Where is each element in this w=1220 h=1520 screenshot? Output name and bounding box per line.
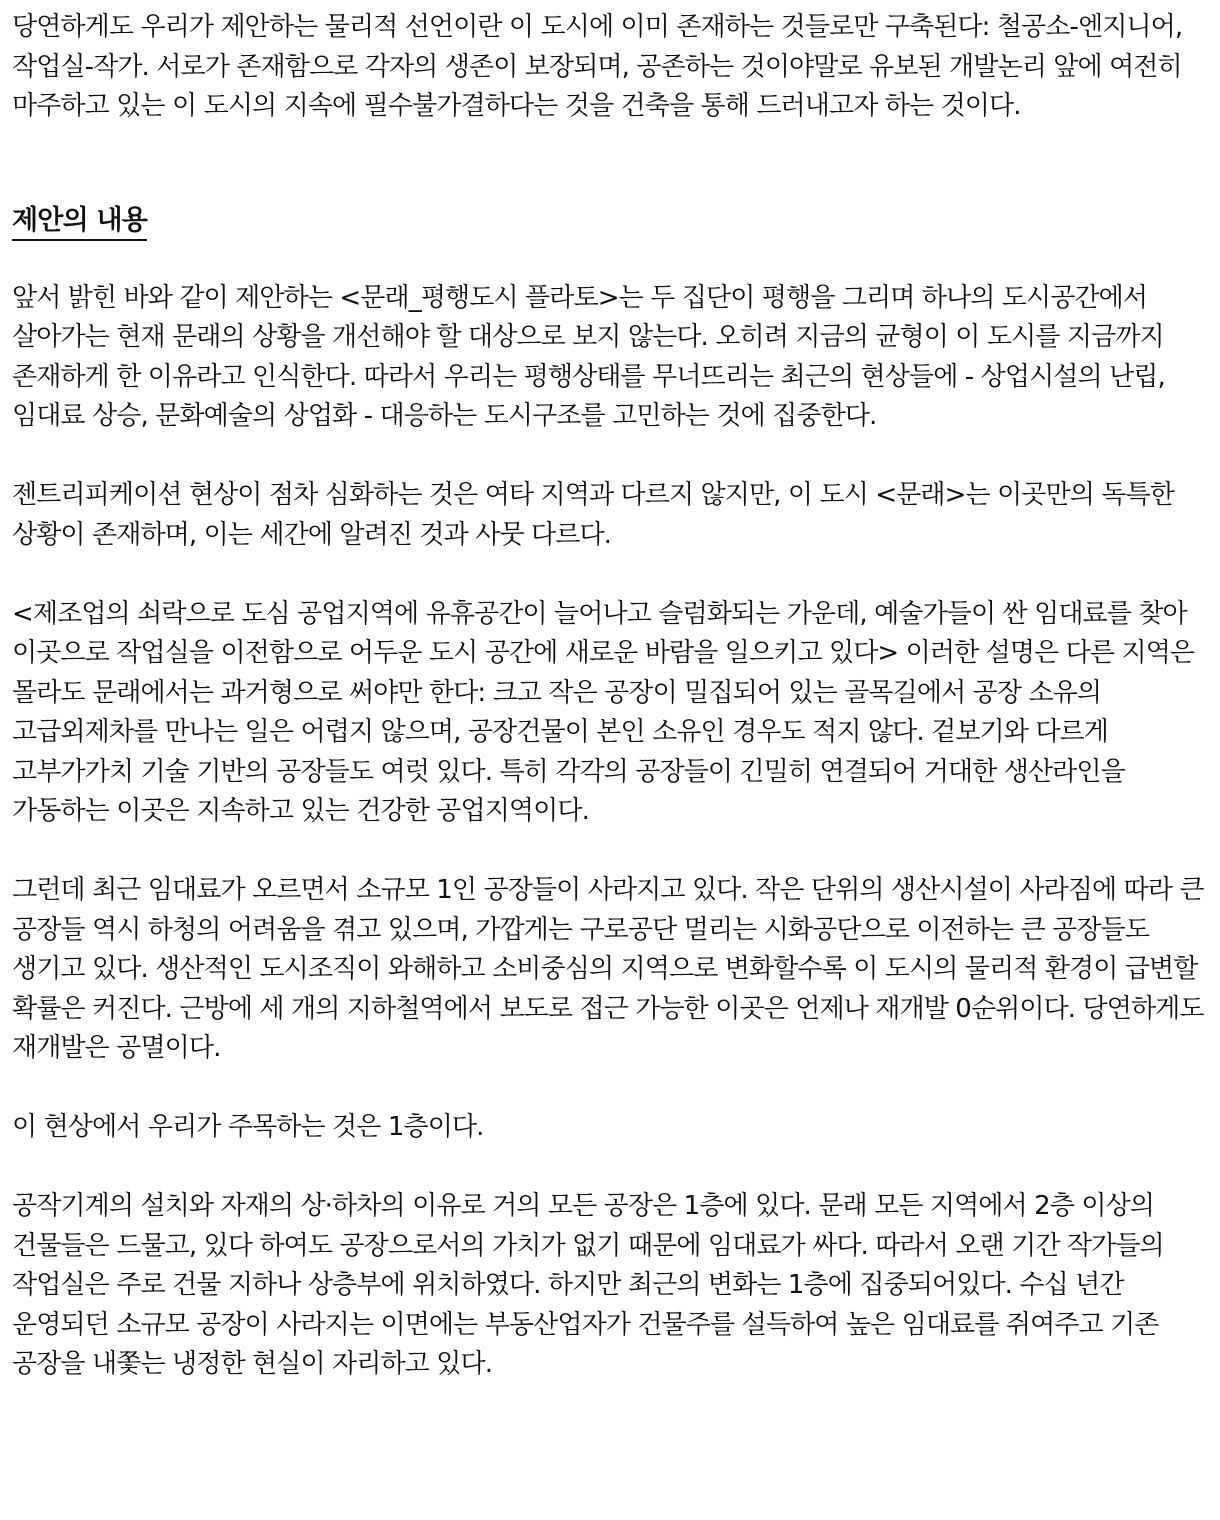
paragraph-spacer (12, 1069, 1208, 1109)
intro-paragraph: 당연하게도 우리가 제안하는 물리적 선언이란 이 도시에 이미 존재하는 것들로만 구축된다: 철공소-엔지니어, 작업실-작가. 서로가 존재함으로 각자의 생존이 보장되며, 공존하는 것이야말로 유보된 개발논리 앞에 여전히 마주하고 있는 이 도시의 지속에 필수불가결하다는 것을 건축을 통해 드러내고자 하는 것이다. (12, 12, 1183, 121)
body-paragraph-3: <제조업의 쇠락으로 도심 공업지역에 유휴공간이 늘어나고 슬럼화되는 가운데, 예술가들이 싼 임대료를 찾아 이곳으로 작업실을 이전함으로 어두운 도시 공간에 새로운 바람을 일으키고 있다> 이러한 설명은 다른 지역은 몰라도 문래에서는 과거형으로 써야만 한다: 크고 작은 공장이 밀집되어 있는 골목길에서 공장 소유의 고급외제차를 만나는 일은 어렵지 않으며, 공장건물이 본인 소유인 경우도 적지 않다. 겉보기와 다르게 고부가가치 기술 기반의 공장들도 여럿 있다. 특히 각각의 공장들이 긴밀히 연결되어 거대한 생산라인을 가동하는 이곳은 지속하고 있는 건강한 공업지역이다. (12, 598, 1195, 826)
body-paragraph-6: 공작기계의 설치와 자재의 상·하차의 이유로 거의 모든 공장은 1층에 있다. 문래 모든 지역에서 2층 이상의 건물들은 드물고, 있다 하여도 공장으로서의 가치가 없기 때문에 임대료가 싸다. 따라서 오랜 기간 작가들의 작업실은 주로 건물 지하나 상층부에 위치하였다. 하지만 최근의 변화는 1층에 집중되어있다. 수십 년간 운영되던 소규모 공장이 사라지는 이면에는 부동산업자가 건물주를 설득하여 높은 임대료를 쥐여주고 기존 공장을 내쫓는 냉정한 현실이 자리하고 있다. (12, 1191, 1164, 1379)
paragraph-spacer (12, 437, 1208, 477)
body-paragraph-4: 그런데 최근 임대료가 오르면서 소규모 1인 공장들이 사라지고 있다. 작은 단위의 생산시설이 사라짐에 따라 큰 공장들 역시 하청의 어려움을 겪고 있으며, 가깝게는 구로공단 멀리는 시화공단으로 이전하는 큰 공장들도 생기고 있다. 생산적인 도시조직이 와해하고 소비중심의 지역으로 변화할수록 이 도시의 물리적 환경이 급변할 확률은 커진다. 근방에 세 개의 지하철역에서 보도로 접근 가능한 이곳은 언제나 재개발 0순위이다. 당연하게도 재개발은 공멸이다. (12, 875, 1204, 1063)
paragraph-spacer (12, 1148, 1208, 1188)
paragraph-spacer (12, 832, 1208, 872)
body-paragraph-2: 젠트리피케이션 현상이 점차 심화하는 것은 여타 지역과 다르지 않지만, 이 도시 <문래>는 이곳만의 독특한 상황이 존재하며, 이는 세간에 알려진 것과 사뭇 다르다. (12, 480, 1174, 550)
body-paragraph-1: 앞서 밝힌 바와 같이 제안하는 <문래_평행도시 플라토>는 두 집단이 평행을 그리며 하나의 도시공간에서 살아가는 현재 문래의 상황을 개선해야 할 대상으로 보지 않는다. 오히려 지금의 균형이 이 도시를 지금까지 존재하게 한 이유라고 인식한다. 따라서 우리는 평행상태를 무너뜨리는 최근의 현상들에 - 상업시설의 난립, 임대료 상승, 문화예술의 상업화 - 대응하는 도시구조를 고민하는 것에 집중한다. (12, 282, 1165, 431)
section-heading: 제안의 내용 (12, 203, 147, 241)
body-paragraph-5: 이 현상에서 우리가 주목하는 것은 1층이다. (12, 1112, 484, 1142)
section-heading-wrapper (12, 203, 1208, 241)
paragraph-spacer (12, 555, 1208, 595)
